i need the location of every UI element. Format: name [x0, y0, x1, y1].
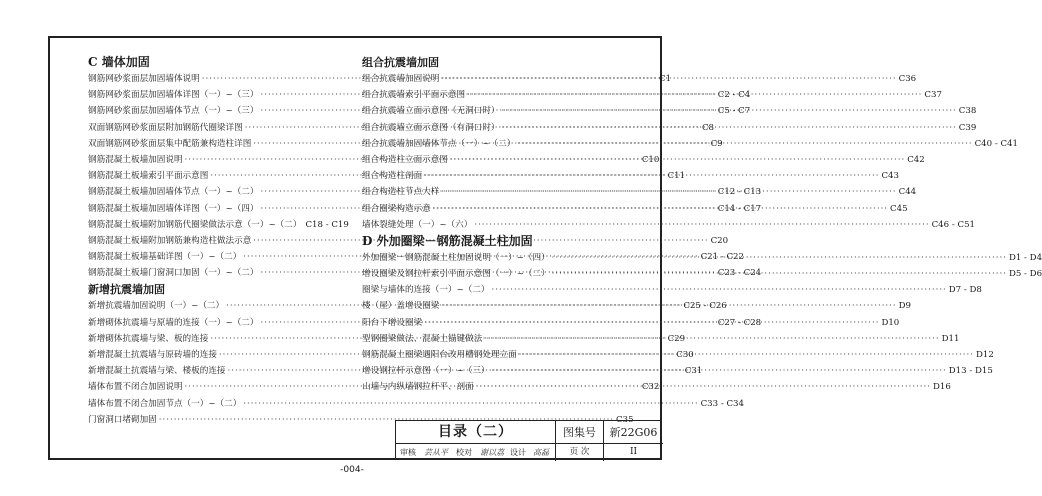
toc-entry-page: D12: [975, 350, 994, 360]
dot-leader: [552, 266, 1007, 282]
toc-entry-page: C38: [958, 106, 977, 117]
toc-entry-title: 组合构造柱立面示意图: [362, 154, 448, 165]
toc-entry-page: C10: [641, 154, 660, 165]
dot-leader: [502, 103, 957, 119]
check-label: 校对: [456, 448, 472, 457]
dot-leader: [424, 315, 879, 331]
toc-entry-page: C25 - C26: [683, 301, 727, 312]
dot-leader: [474, 217, 929, 233]
toc-entry-title: 新增砌体抗震墙与梁、板的连接: [88, 333, 209, 344]
toc-entry-page: C2 - C4: [717, 90, 751, 101]
toc-entry-title: 钢筋混凝土板墙加固墙体节点（一）~（二）: [88, 187, 259, 198]
review-signature: 芸从平: [424, 448, 448, 457]
toc-entry-page: C5 - C7: [717, 106, 751, 117]
toc-entry-page: C44: [898, 187, 917, 198]
toc-entry-title: 圈梁与墙体的连接（一）~（二）: [362, 285, 490, 296]
toc-entry-title: 墙体裂缝处理（一）~（六）: [362, 219, 473, 230]
dot-leader: [433, 201, 888, 217]
toc-entry-title: 门窗洞口堵砌加固: [88, 414, 157, 425]
toc-entry-page: C20: [710, 235, 729, 246]
dot-leader: [476, 379, 931, 395]
check-signature: 谢以荔: [480, 448, 504, 457]
toc-entry-page: C42: [907, 154, 925, 165]
page-number: -004-: [340, 465, 364, 475]
toc-entry-title: 阳台下增设圈梁: [362, 317, 423, 328]
toc-entry: [362, 217, 975, 233]
toc-entry-title: 墙体布置不闭合加固说明: [88, 382, 183, 393]
toc-entry-title: 钢筋网砂浆面层加固墙体说明: [88, 74, 200, 84]
toc-entry-page: C12 - C13: [717, 187, 762, 198]
drawing-frame: [48, 36, 1042, 460]
toc-entry-page: D9: [898, 301, 911, 312]
toc-entry: [88, 412, 634, 428]
dot-leader: [519, 347, 974, 363]
toc-entry-title: 双面钢筋网砂浆面层附加钢筋代圈梁详图: [88, 122, 243, 133]
toc-entry-page: C14 - C17: [717, 203, 762, 214]
toc-entry-title: 型钢圈梁做法、混凝土锚键做法: [362, 333, 483, 344]
toc-entry-title: 墙体布置不闭合加固节点（一）~（二）: [88, 398, 242, 409]
toc-entry-page: C31: [684, 366, 703, 377]
dot-leader: [492, 363, 947, 379]
toc-entry-title: 钢筋混凝土板墙基础详图（一）~（二）: [88, 252, 242, 263]
toc-entry-page: D16: [933, 382, 951, 393]
section-c-heading: C 墙体加固: [88, 55, 150, 69]
toc-entry-title: 组合抗震墙索引平面示意图: [362, 90, 466, 101]
title-block: [395, 420, 662, 460]
toc-entry-page: D13 - D15: [948, 366, 993, 377]
toc-entry: [88, 396, 744, 412]
toc-entry-page: C23 - C24: [717, 268, 762, 279]
toc-entry-title: 楼（屋）盖增设圈梁: [362, 301, 440, 312]
review-label: 审核: [400, 448, 416, 457]
dot-leader: [484, 331, 939, 347]
toc-entry-page: C40 - C41: [974, 138, 1018, 149]
toc-entry-page: C33 - C34: [700, 398, 744, 409]
toc-entry-title: 组合抗震墙加固墙体节点（一）~（二）: [362, 138, 516, 149]
toc-entry: [362, 282, 982, 298]
dot-leader: [424, 168, 879, 184]
toc-entry-title: 新增混凝土抗震墙与梁、楼板的连接: [88, 366, 226, 377]
toc-entry-page: C39: [958, 122, 977, 133]
toc-entry-page: C11: [667, 171, 686, 182]
toc-entry-page: C45: [890, 203, 908, 214]
dot-leader: [441, 298, 896, 314]
toc-entry-title: 组合构造柱节点大样: [362, 187, 440, 198]
toc-entry-page: D11: [941, 333, 960, 344]
toc-entry-title: 山墙与内纵墙钢拉杆平、剖面: [362, 382, 474, 393]
toc-entry-title: 组合圈梁构造示意: [362, 203, 431, 214]
dot-leader: [517, 136, 972, 152]
toc-entry-page: C29: [667, 333, 686, 344]
dot-leader: [441, 184, 896, 200]
toc-entry-title: 钢筋网砂浆面层加固墙体详图（一）~（三）: [88, 90, 259, 101]
section-d-heading: D 外加圈梁－钢筋混凝土柱加固: [362, 233, 533, 248]
dot-leader: [502, 120, 957, 136]
toc-entry-title: 组合构造柱剖面: [362, 171, 423, 182]
toc-entry-page: D1 - D4: [1008, 252, 1042, 263]
toc-entry-page: C32: [641, 382, 660, 393]
toc-entry-page: C9: [710, 138, 723, 149]
toc-entry-page: C27 - C28: [717, 317, 762, 328]
dot-leader: [450, 152, 905, 168]
toc-entry-title: 钢筋混凝土圈梁遇阳台改用槽钢处理立面: [362, 350, 517, 360]
toc-entry-title: 双面钢筋网砂浆面层集中配筋兼构造柱详图: [88, 138, 252, 149]
atlas-number: 新22G06: [604, 421, 663, 444]
section-combo-heading: 组合抗震墙加固: [362, 56, 439, 69]
toc-entry-page: C1: [659, 74, 672, 84]
signature-row: [396, 444, 556, 461]
toc-entry-title: 外加圈梁－钢筋混凝土柱加固说明（一）~（四）: [362, 252, 550, 263]
toc-entry-title: 钢筋混凝土板墙门窗洞口加固（一）~（二）: [88, 268, 259, 279]
toc-entry-page: C35: [616, 414, 634, 425]
toc-entry-title: 组合抗震墙加固说明: [362, 74, 440, 84]
dot-leader: [441, 71, 896, 87]
dot-leader: [243, 396, 698, 412]
toc-entry-title: 新增砌体抗震墙与原墙的连接（一）~（二）: [88, 317, 259, 328]
toc-entry-page: D5 - D6: [1008, 269, 1042, 280]
section-new-wall-heading: 新增抗震墙加固: [88, 283, 165, 297]
design-label: 设计: [510, 448, 526, 457]
toc-entry-page: C8: [701, 122, 715, 133]
atlas-label: 图集号: [556, 421, 604, 444]
toc-entry-page: C46 - C51: [931, 219, 975, 230]
toc-entry-title: 钢筋混凝土板墙附加钢筋代圈梁做法示意（一）~（二）: [88, 219, 302, 230]
toc-entry-page: C36: [898, 74, 917, 84]
toc-entry-page: C37: [924, 90, 942, 101]
toc-entry-title: 组合抗震墙立面示意图（无洞口时）: [362, 106, 500, 117]
page-roman-number: II: [629, 447, 638, 457]
toc-entry-title: 新增抗震墙加固说明（一）~（二）: [88, 301, 225, 312]
toc-entry-title: 新增混凝土抗震墙与原砖墙的连接: [88, 350, 217, 360]
toc-entry-title: 增设钢拉杆示意图（一）~（三）: [362, 366, 490, 377]
toc-entry-page: C30: [676, 350, 694, 360]
dot-leader: [552, 250, 1007, 266]
toc-entry-page: C43: [881, 171, 899, 182]
toc-entry: [88, 217, 349, 233]
toc-entry-title: 组合抗震墙立面示意图（有洞口时）: [362, 122, 500, 133]
sheet-title: 目录（二）: [396, 421, 556, 444]
toc-entry-page: C18 - C19: [305, 219, 349, 230]
dot-leader: [492, 282, 947, 298]
toc-entry-title: 钢筋混凝土板墙索引平面示意图: [88, 171, 209, 182]
toc-entry-title: 钢筋混凝土板墙加固说明: [88, 154, 183, 165]
design-signature: 高磊: [533, 448, 549, 457]
toc-entry-title: 钢筋混凝土板墙附加钢筋兼构造柱做法示意: [88, 235, 252, 246]
toc-entry-page: D7 - D8: [948, 285, 982, 296]
toc-entry-title: 钢筋混凝土板墙加固墙体详图（一）~（四）: [88, 203, 259, 214]
toc-entry-title: 钢筋网砂浆面层加固墙体节点（一）~（三）: [88, 106, 259, 117]
page-label: 页 次: [556, 444, 604, 461]
dot-leader: [467, 87, 922, 103]
toc-entry-page: C21 - C22: [700, 252, 744, 263]
toc-entry-page: D10: [881, 317, 900, 328]
toc-entry-title: 增设圈梁及钢拉杆索引平面示意图（一）~（二）: [362, 269, 550, 280]
